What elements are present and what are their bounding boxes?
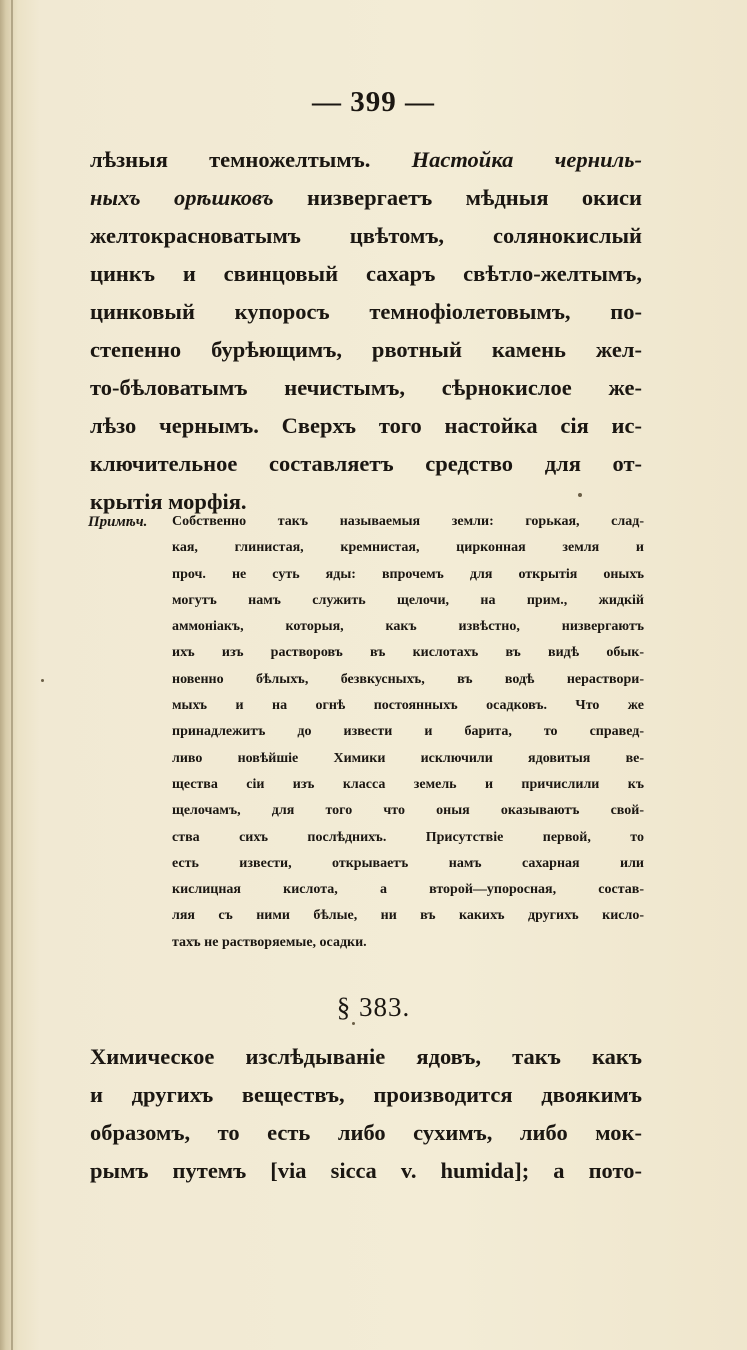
footnote-line: ляя съ ними бѣлые, ни въ какихъ другихъ кисло- bbox=[172, 908, 644, 924]
paragraph-1-line: желтокрасноватымъ цвѣтомъ, солянокислый bbox=[90, 223, 642, 248]
footnote-line: новенно бѣлыхъ, безвкусныхъ, въ водѣ нераствори- bbox=[172, 671, 644, 687]
paragraph-1-line: степенно бурѣющимъ, рвотный камень жел- bbox=[90, 337, 642, 362]
footnote-line: кислицная кислота, а второй—упоросная, состав- bbox=[172, 882, 644, 898]
paragraph-1-line bbox=[90, 179, 642, 217]
paragraph-2-line: образомъ, то есть либо сухимъ, либо мок- bbox=[90, 1120, 642, 1145]
footnote-line: могутъ намъ служить щелочи, на прим., жидкій bbox=[172, 592, 644, 608]
footnote-line: ихъ изъ растворовъ въ кислотахъ въ видѣ обык- bbox=[172, 645, 644, 661]
paragraph-2-line: Химическое изслѣдываніе ядовъ, такъ какъ bbox=[90, 1044, 642, 1069]
footnote-line: принадлежитъ до извести и барита, то справед- bbox=[172, 724, 644, 740]
footnote-line: щества сіи изъ класса земель и причислили къ bbox=[172, 776, 644, 792]
footnote-line: Собственно такъ называемыя земли: горькая, слад- bbox=[172, 514, 644, 529]
footnote-line: есть извести, открываетъ намъ сахарная или bbox=[172, 855, 644, 871]
paragraph-2-line: рымъ путемъ [via sicca v. humida]; а пото- bbox=[90, 1158, 642, 1183]
text-run: лѣзныя темножелтымъ. bbox=[90, 147, 412, 172]
footnote-line: ства сихъ послѣднихъ. Присутствіе первой, то bbox=[172, 829, 644, 845]
italic-run: Настойка черниль- bbox=[411, 147, 642, 172]
paper-speck bbox=[41, 679, 44, 682]
paragraph-2-line: и другихъ веществъ, производится двоякимъ bbox=[90, 1082, 642, 1107]
paragraph-1-line: лѣзо чернымъ. Сверхъ того настойка сія ис- bbox=[90, 413, 642, 438]
footnote-line: ливо новѣйшіе Химики исключили ядовитыя ве- bbox=[172, 750, 644, 766]
footnote-label: Примѣч. bbox=[88, 514, 148, 530]
footnote-line: проч. не суть яды: впрочемъ для открытія оныхъ bbox=[172, 566, 644, 582]
footnote-line: кая, глинистая, кремнистая, цирконная земля и bbox=[172, 540, 644, 556]
paragraph-1-line: крытія морфія. bbox=[90, 489, 247, 514]
footnote-line: аммоніакъ, которыя, какъ извѣстно, низвергаютъ bbox=[172, 619, 644, 635]
footnote-line: тахъ не растворяемые, осадки. bbox=[172, 934, 367, 950]
page-gutter-edge bbox=[11, 0, 13, 1350]
paragraph-1-line: ключительное составляетъ средство для от- bbox=[90, 451, 642, 476]
paragraph-2 bbox=[90, 1038, 642, 1190]
paper-speck bbox=[352, 1022, 355, 1025]
paragraph-1-line: цинковый купоросъ темнофіолетовымъ, по- bbox=[90, 299, 642, 324]
paragraph-1-line: то-бѣловатымъ нечистымъ, сѣрнокислое же- bbox=[90, 375, 642, 400]
paper-speck bbox=[578, 493, 582, 497]
paragraph-1-line: цинкъ и свинцовый сахаръ свѣтло-желтымъ, bbox=[90, 261, 642, 286]
footnote-line: щелочамъ, для того что оныя оказываютъ свой- bbox=[172, 803, 644, 819]
page-number: — 399 — bbox=[312, 86, 435, 118]
paragraph-1-line bbox=[90, 141, 642, 179]
footnote-line: мыхъ и на огнѣ постоянныхъ осадковъ. Что же bbox=[172, 698, 644, 714]
text-run: низвергаетъ мѣдныя окиси bbox=[273, 185, 642, 210]
italic-run: ныхъ орѣшковъ bbox=[90, 185, 274, 210]
footnote bbox=[88, 509, 644, 956]
paragraph-1 bbox=[90, 141, 642, 521]
section-heading: § 383. bbox=[336, 992, 411, 1022]
